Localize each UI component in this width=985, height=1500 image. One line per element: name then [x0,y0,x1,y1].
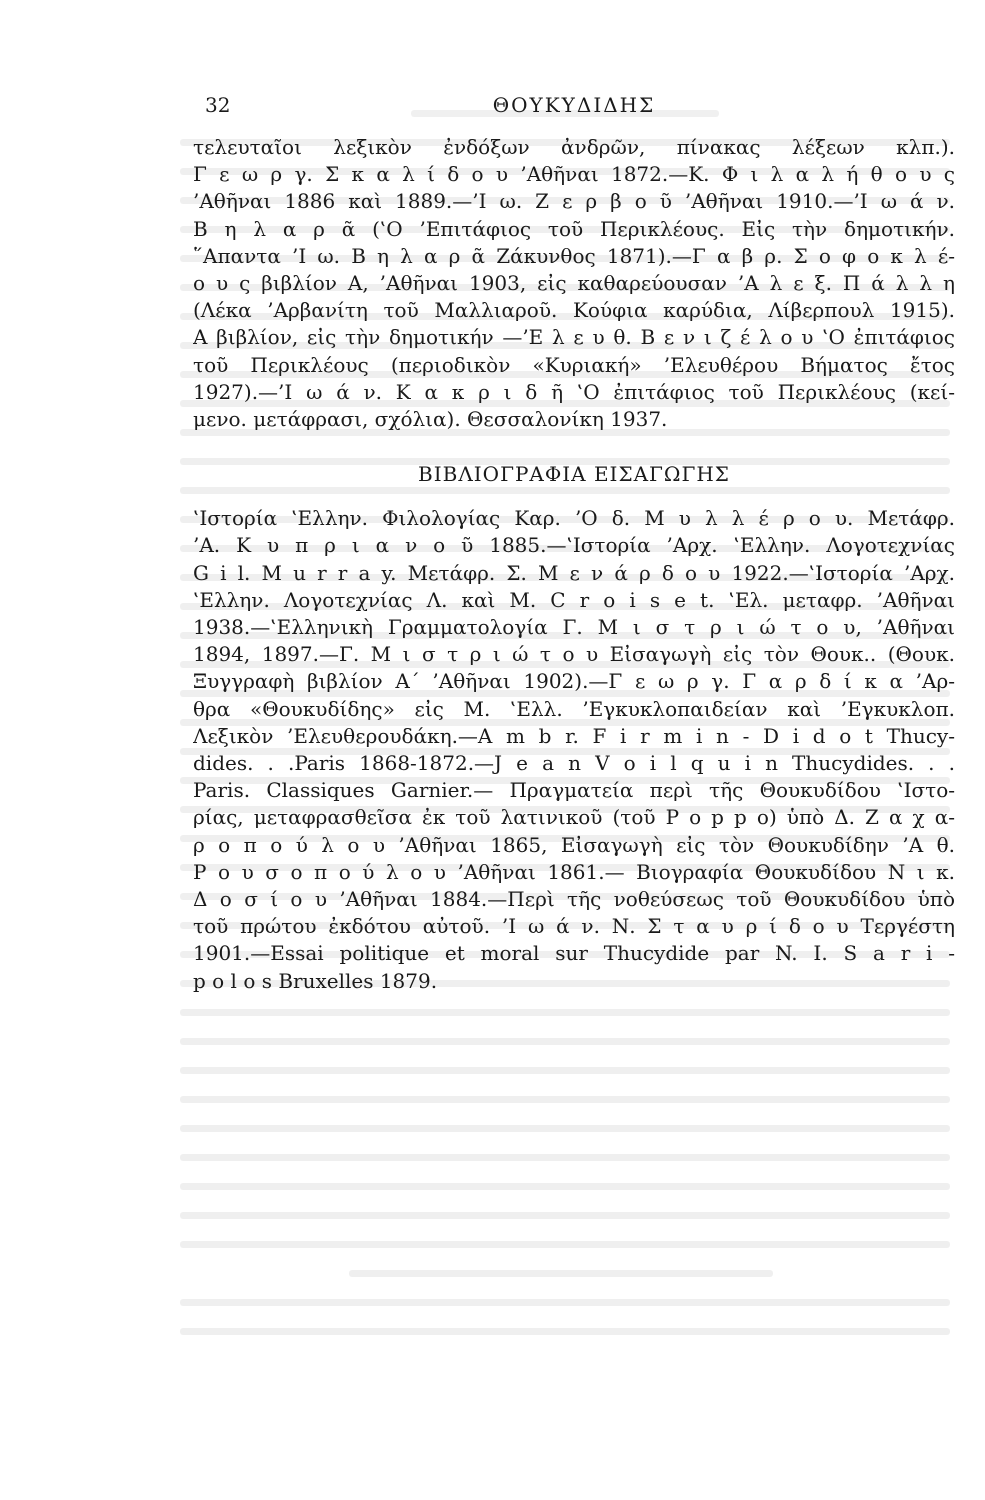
text-line: ’Αθῆναι 1886 καὶ 1889.—’Ι ω. Ζ ε ρ β ο ῦ ’Αθῆναι 1910.—’Ι ω ά ν. [193,189,955,214]
text-line: ρίας, μεταφρασθεῖσα ἐκ τοῦ λατινικοῦ (τοῦ P o p p o) ὑπὸ Δ. Ζ α χ α- [193,805,955,830]
text-line: Γ ε ω ρ γ. Σ κ α λ ί δ ο υ ’Αθῆναι 1872.—Κ. Φ ι λ α λ ή θ ο υ ς [193,162,955,187]
bibliography-paragraph-1 [193,134,955,433]
text-line: ‛Ιστορία ‛Ελλην. Φιλολογίας Καρ. ’Ο δ. Μ υ λ λ έ ρ ο υ. Μετάφρ. [193,506,955,531]
book-page [193,88,955,995]
text-line: Λεξικὸν ’Ελευθερουδάκη.—A m b r. F i r m i n - D i d o t Thucy- [193,723,955,748]
text-line: ο υ ς βιβλίον Α, ’Αθῆναι 1903, εἰς καθαρεύουσαν ’Α λ ε ξ. Π ά λ λ η [193,271,955,296]
text-line: p o l o s Bruxelles 1879. [193,968,438,993]
text-line: ῞Απαντα ’Ι ω. Β η λ α ρ ᾶ Ζάκυνθος 1871).—Γ α β ρ. Σ ο φ ο κ λ έ- [193,243,955,268]
text-line: ‛Ελλην. Λογοτεχνίας Λ. καὶ Μ. C r o i s e t. ‛Ελ. μεταφρ. ’Αθῆναι [193,587,955,612]
text-line: ’Α. Κ υ π ρ ι α ν ο ῦ 1885.—‛Ιστορία ’Αρχ. ‛Ελλην. Λογοτεχνίας [193,533,955,558]
text-line: Δ ο σ ί ο υ ’Αθῆναι 1884.—Περὶ τῆς νοθεύσεως τοῦ Θουκυδίδου ὑπὸ [193,887,955,912]
text-line: Paris. Classiques Garnier.— Πραγματεία περὶ τῆς Θουκυδίδου ‛Ιστο- [193,778,955,803]
text-line: 1894, 1897.—Γ. Μ ι σ τ ρ ι ώ τ ο υ Εἰσαγωγὴ εἰς τὸν Θουκ.. (Θουκ. [193,642,955,667]
text-line: ρ ο π ο ύ λ ο υ ’Αθῆναι 1865, Εἰσαγωγὴ εἰς τὸν Θουκυδίδην ’Α θ. [193,832,955,857]
running-title: ΘΟΥΚΥΔΙΔΗΣ [492,93,656,117]
text-line: Ξυγγραφὴ βιβλίον Α΄ ’Αθῆναι 1902).—Γ ε ω ρ γ. Γ α ρ δ ί κ α ’Αρ- [193,669,955,694]
text-line: (Λέκα ’Αρβανίτη τοῦ Μαλλιαροῦ. Κούφια καρύδια, Λίβερπουλ 1915). [193,298,955,323]
section-heading: ΒΙΒΛΙΟΓΡΑΦΙΑ ΕΙΣΑΓΩΓΗΣ [418,462,730,487]
text-line: μενο. μετάφρασι, σχόλια). Θεσσαλονίκη 1937. [193,407,668,432]
text-line: G i l. M u r r a y. Μετάφρ. Σ. Μ ε ν ά ρ δ ο υ 1922.—‛Ιστορία ’Αρχ. [193,560,955,585]
text-line: Β η λ α ρ ᾶ (‛Ο ’Επιτάφιος τοῦ Περικλέους. Εἰς τὴν δημοτικήν. [193,216,955,241]
text-line: θρα «Θουκυδίδης» εἰς Μ. ‛Ελλ. ’Εγκυκλοπαιδείαν καὶ ’Εγκυκλοπ. [193,696,955,721]
text-line: 1938.—‛Ελληνικὴ Γραμματολογία Γ. Μ ι σ τ ρ ι ώ τ ο υ, ’Αθῆναι [193,615,955,640]
running-head [193,88,955,122]
text-line: 1927).—’Ι ω ά ν. Κ α κ ρ ι δ ῆ ‛Ο ἐπιτάφιος τοῦ Περικλέους (κεί- [193,379,955,404]
bibliography-paragraph-2 [193,505,955,995]
text-line: Α βιβλίον, εἰς τὴν δημοτικήν —’Ε λ ε υ θ. Β ε ν ι ζ έ λ ο υ ‛Ο ἐπιτάφιος [193,325,955,350]
text-line: 1901.—Essai politique et moral sur Thucydide par N. I. S a r i - [193,941,955,966]
text-line: τοῦ Περικλέους (περιοδικὸν «Κυριακή» ’Ελευθέρου Βήματος ἔτος [193,352,955,377]
text-line: τοῦ πρώτου ἐκδότου αὐτοῦ. ’Ι ω ά ν. Ν. Σ τ α υ ρ ί δ ο υ Τεργέστη [193,914,955,939]
text-line: dides. . .Paris 1868-1872.—J e a n V o i l q u i n Thucydides. . . [193,751,955,776]
page-number: 32 [205,93,231,117]
text-line: Ρ ο υ σ ο π ο ύ λ ο υ ’Αθῆναι 1861.— Βιογραφία Θουκυδίδου Ν ι κ. [193,859,955,884]
text-line: τελευταῖοι λεξικὸν ἐνδόξων ἀνδρῶν, πίνακας λέξεων κλπ.). [193,135,955,159]
